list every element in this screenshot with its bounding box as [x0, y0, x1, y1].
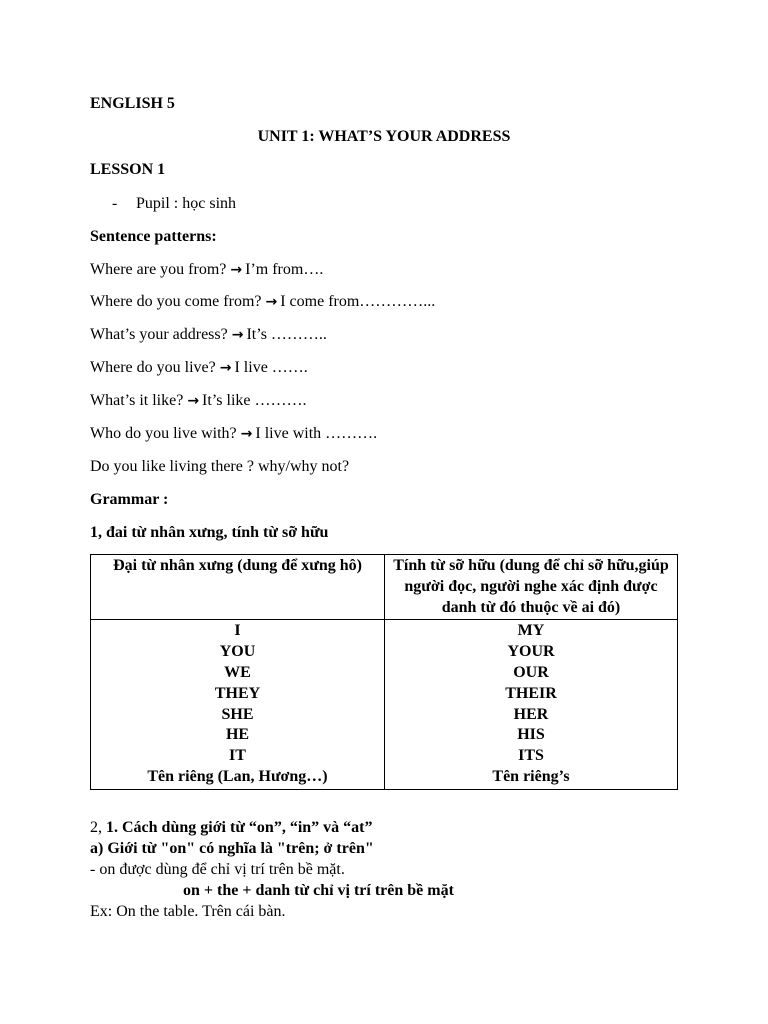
pronoun-item: YOU [219, 643, 256, 661]
possessive-item: ITS [518, 747, 544, 765]
lesson-title: LESSON 1 [90, 161, 166, 178]
possessive-list [385, 620, 678, 789]
pattern-answer: It’s like ………. [202, 392, 307, 409]
pattern-question: Where are you from? [90, 261, 227, 278]
sentence-patterns-heading: Sentence patterns: [90, 228, 217, 245]
arrow-right-icon: → [219, 360, 232, 376]
pattern-line [90, 391, 306, 411]
section2-note: - on được dùng để chỉ vị trí trên bề mặt. [90, 861, 345, 878]
pronoun-item: SHE [221, 705, 254, 723]
arrow-right-icon: → [187, 393, 200, 409]
possessive-column-header: Tính từ sỡ hữu (dung để chỉ sỡ hữu,giúp người đọc, người nghe xác định được danh từ đó thuộc về ai đó) [385, 555, 678, 620]
possessive-item: YOUR [507, 643, 555, 661]
vocab-item: Pupil : học sinh [136, 195, 237, 212]
pronoun-item: WE [224, 663, 251, 681]
possessive-item: HER [513, 705, 549, 723]
table-header-row [91, 555, 678, 620]
pattern-question: Where do you come from? [90, 293, 262, 310]
grammar-heading: Grammar : [90, 491, 169, 508]
pattern-answer: It’s ……….. [246, 326, 327, 343]
pronoun-item: THEY [214, 684, 261, 702]
pattern-line [90, 358, 308, 378]
unit-title: UNIT 1: WHAT’S YOUR ADDRESS [257, 128, 511, 145]
section2-sub-a: a) Giới từ "on" có nghĩa là "trên; ở trên" [90, 840, 374, 857]
section2-title: 1. Cách dùng giới từ “on”, “in” và “at” [106, 819, 373, 836]
arrow-right-icon: → [240, 426, 253, 442]
grammar-subheading: 1, đai từ nhân xưng, tính từ sỡ hữu [90, 524, 329, 541]
pattern-question: Where do you live? [90, 359, 216, 376]
course-title: ENGLISH 5 [90, 95, 175, 112]
pronoun-table [90, 554, 678, 790]
pattern-line [90, 260, 323, 280]
pattern-answer: I’m from…. [245, 261, 324, 278]
section2-formula: on + the + danh từ chỉ vị trí trên bề mặt [183, 882, 454, 899]
pattern-question: What’s your address? [90, 326, 228, 343]
pattern-answer: I live with ………. [255, 425, 378, 442]
possessive-item: THEIR [505, 684, 557, 702]
pattern-answer: I live ……. [234, 359, 308, 376]
section2-number: 2, [90, 819, 102, 836]
pattern-question: Who do you live with? [90, 425, 237, 442]
section2-heading [90, 818, 373, 838]
section2-example: Ex: On the table. Trên cái bàn. [90, 903, 286, 920]
possessive-item: HIS [517, 726, 545, 744]
pattern-question: What’s it like? [90, 392, 184, 409]
pronoun-column-header: Đại từ nhân xưng (dung để xưng hô) [91, 555, 385, 620]
pattern-answer: I come from…………... [280, 293, 436, 310]
pronoun-list [91, 620, 385, 789]
pronoun-item: IT [229, 747, 246, 765]
arrow-right-icon: → [230, 262, 243, 278]
pattern-line [90, 424, 377, 444]
table-row [91, 620, 678, 789]
pronoun-item: HE [225, 726, 250, 744]
pronoun-item: I [234, 622, 241, 640]
possessive-item: OUR [513, 663, 549, 681]
possessive-item: Tên riêng’s [492, 767, 570, 785]
possessive-item: MY [517, 622, 545, 640]
arrow-right-icon: → [265, 294, 278, 310]
pattern-line [90, 325, 327, 345]
vocab-dash: - [112, 195, 118, 212]
pattern-line [90, 292, 435, 312]
pronoun-item: Tên riêng (Lan, Hương…) [147, 767, 328, 785]
pattern-extra-question: Do you like living there ? why/why not? [90, 458, 350, 475]
arrow-right-icon: → [231, 327, 244, 343]
